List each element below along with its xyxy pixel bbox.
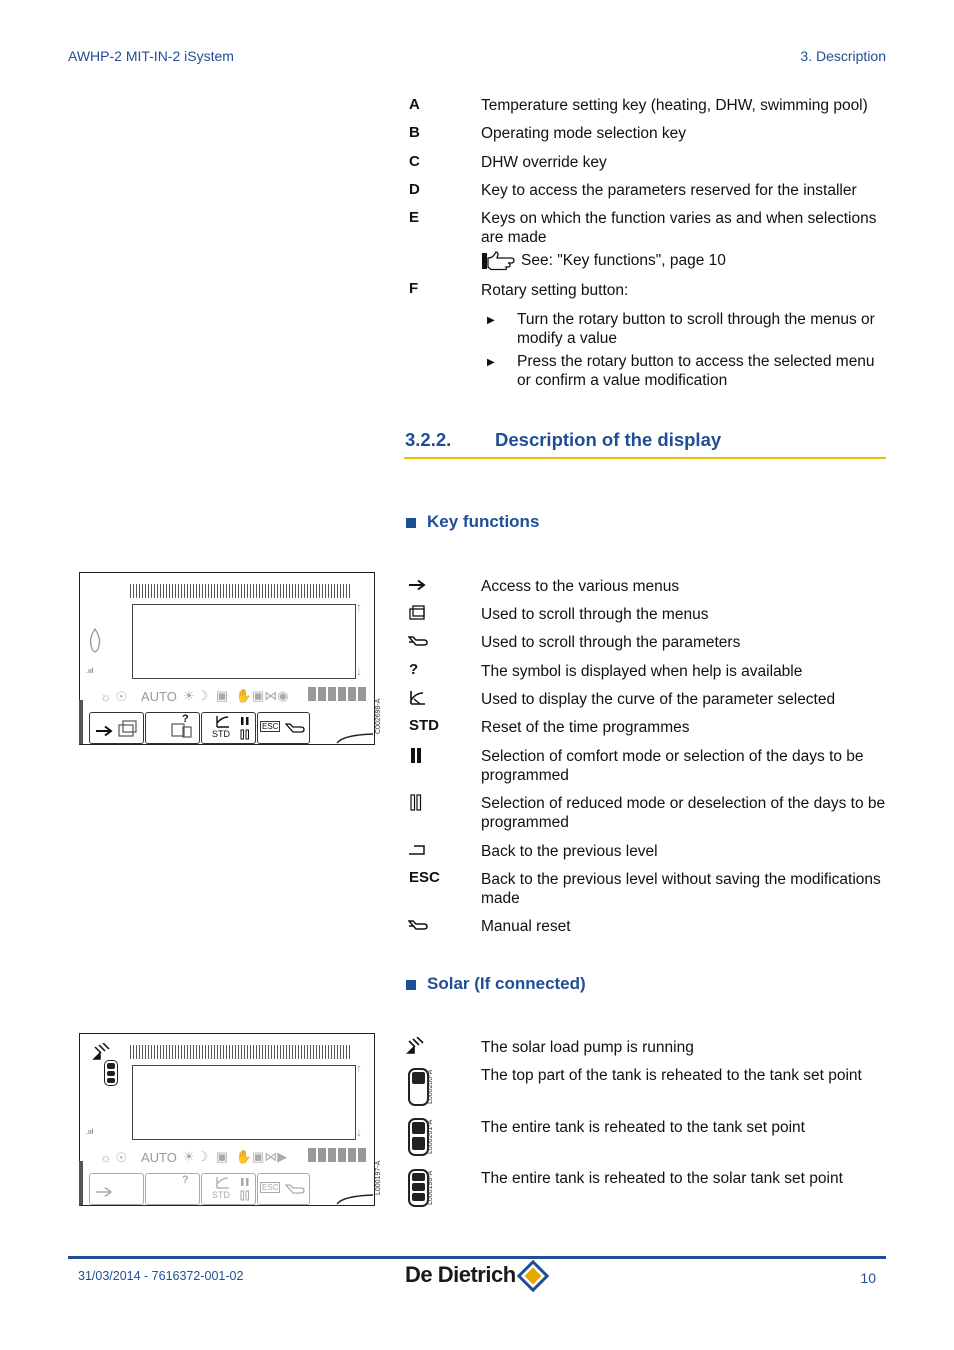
flame-icon bbox=[88, 628, 102, 654]
key-label-a: A bbox=[409, 96, 420, 113]
solar-pump-icon bbox=[92, 1043, 114, 1061]
tank-solar-code: L000198-A bbox=[427, 1170, 434, 1205]
lcd-screen bbox=[132, 604, 356, 679]
pump-symbols-icon: ▣⋈◉ bbox=[252, 688, 289, 703]
solar-text-1: The solar load pump is running bbox=[481, 1039, 694, 1056]
manual-reset-icon bbox=[408, 919, 428, 931]
tank-solar-icon bbox=[408, 1169, 429, 1207]
esc-key-label: ESC bbox=[262, 1183, 279, 1192]
key-label-e: E bbox=[409, 209, 420, 226]
parameter-scroll-icon bbox=[408, 635, 428, 647]
kf-text-10: Back to the previous level without saving the modifications made bbox=[481, 871, 881, 907]
info-book-icon bbox=[170, 721, 194, 739]
esc-parameter-key[interactable] bbox=[257, 712, 310, 744]
parameter-scroll-icon bbox=[285, 1183, 307, 1196]
digits-display bbox=[308, 687, 368, 701]
kf-text-11: Manual reset bbox=[481, 918, 571, 935]
esc-label: ESC bbox=[409, 869, 440, 886]
header-doc-title: AWHP-2 MIT-IN-2 iSystem bbox=[68, 48, 234, 64]
esc-parameter-key[interactable] bbox=[257, 1173, 310, 1205]
bullet-marker-1: ▶ bbox=[487, 315, 495, 326]
rotary-button-outline[interactable] bbox=[335, 731, 375, 745]
panel-edge bbox=[79, 700, 83, 744]
signal-icon: .ııl bbox=[86, 668, 94, 675]
key-text-e: Keys on which the function varies as and when selections are made bbox=[481, 210, 877, 246]
esc-key-label: ESC bbox=[262, 722, 279, 731]
kf-text-9: Back to the previous level bbox=[481, 843, 658, 860]
see-reference[interactable]: See: "Key functions", page 10 bbox=[521, 252, 726, 269]
auto-label: AUTO bbox=[141, 1150, 177, 1165]
rotary-button-outline[interactable] bbox=[335, 1192, 375, 1206]
key-text-d: Key to access the parameters reserved for the installer bbox=[481, 182, 857, 199]
hour-ruler bbox=[130, 584, 352, 598]
curve-icon bbox=[214, 715, 232, 729]
kf-text-4: The symbol is displayed when help is available bbox=[481, 663, 803, 680]
menu-scroll-icon bbox=[408, 605, 428, 621]
help-key[interactable] bbox=[145, 712, 200, 744]
display1-code: C002698-A bbox=[375, 698, 382, 734]
bullet-marker-2: ▶ bbox=[487, 357, 495, 368]
solar-pump-icon bbox=[406, 1037, 428, 1057]
std-label: STD bbox=[409, 717, 439, 734]
key-text-c: DHW override key bbox=[481, 154, 607, 171]
bullet-text-1: Turn the rotary button to scroll through the menus or modify a value bbox=[517, 311, 875, 347]
section-title: Description of the display bbox=[495, 429, 722, 450]
curve-icon bbox=[408, 690, 428, 706]
key-functions-title: Key functions bbox=[427, 512, 540, 531]
tank-top-icon bbox=[408, 1068, 429, 1106]
std-key-label: STD bbox=[212, 729, 230, 739]
curve-icon bbox=[214, 1176, 232, 1190]
curve-std-key[interactable] bbox=[201, 712, 256, 744]
signal-icon: .ııl bbox=[86, 1129, 94, 1136]
key-text-f: Rotary setting button: bbox=[481, 282, 629, 299]
comfort-reduced-icon bbox=[240, 1178, 252, 1202]
status-symbols-icon: ☼ ☉ bbox=[100, 689, 128, 704]
kf-text-3: Used to scroll through the parameters bbox=[481, 634, 741, 651]
pump-symbols-icon: ▣⋈▶ bbox=[252, 1149, 288, 1164]
header-chapter: 3. Description bbox=[800, 48, 886, 64]
square-bullet-icon bbox=[406, 518, 416, 528]
reduced-bars-icon bbox=[410, 794, 424, 812]
parameter-scroll-icon bbox=[285, 722, 307, 735]
pointing-hand-icon bbox=[481, 251, 519, 271]
comfort-bars-icon bbox=[410, 747, 424, 765]
scroll-down-icon: ↓ bbox=[356, 1125, 362, 1139]
page-number: 10 bbox=[860, 1270, 876, 1286]
std-key-label: STD bbox=[212, 1190, 230, 1200]
status-symbols-icon: ☼ ☉ bbox=[100, 1150, 128, 1165]
tank-full-code: L000201-A bbox=[427, 1119, 434, 1154]
section-number: 3.2.2. bbox=[405, 429, 452, 450]
hour-ruler bbox=[130, 1045, 352, 1059]
solar-title: Solar (If connected) bbox=[427, 974, 586, 993]
brand-logo-text: De Dietrich bbox=[405, 1262, 516, 1287]
scroll-up-icon: ↑ bbox=[356, 600, 362, 614]
key-text-b: Operating mode selection key bbox=[481, 125, 687, 142]
scroll-up-icon: ↑ bbox=[356, 1061, 362, 1075]
footer-date-ref: 31/03/2014 - 7616372-001-02 bbox=[78, 1269, 244, 1283]
square-bullet-icon bbox=[406, 980, 416, 990]
kf-text-8: Selection of reduced mode or deselection of the days to be programmed bbox=[481, 795, 886, 831]
tank-full-icon bbox=[408, 1118, 429, 1156]
display2-code: L000197-A bbox=[375, 1160, 382, 1195]
auto-label: AUTO bbox=[141, 689, 177, 704]
comfort-reduced-icon bbox=[240, 717, 252, 741]
curve-std-key[interactable] bbox=[201, 1173, 256, 1205]
solar-text-2: The top part of the tank is reheated to the tank set point bbox=[481, 1067, 862, 1084]
arrow-right-icon bbox=[95, 725, 117, 737]
bullet-text-2: Press the rotary button to access the selected menu or confirm a value modification bbox=[517, 353, 875, 389]
lcd-screen bbox=[132, 1065, 356, 1140]
panel-edge bbox=[79, 1161, 83, 1205]
brand-diamond-logo bbox=[516, 1259, 550, 1293]
help-icon: ? bbox=[409, 661, 419, 678]
key-text-a: Temperature setting key (heating, DHW, swimming pool) bbox=[481, 97, 868, 114]
kf-text-1: Access to the various menus bbox=[481, 578, 680, 595]
menu-key[interactable] bbox=[89, 712, 144, 744]
arrow-right-icon bbox=[408, 579, 428, 591]
mode-symbols-icon: ☀☽ ▣ ✋ bbox=[183, 1149, 255, 1164]
section-underline bbox=[404, 457, 886, 459]
help-key[interactable] bbox=[145, 1173, 200, 1205]
menu-key[interactable] bbox=[89, 1173, 144, 1205]
key-label-d: D bbox=[409, 181, 420, 198]
tank-status-icon bbox=[104, 1060, 118, 1086]
kf-text-6: Reset of the time programmes bbox=[481, 719, 690, 736]
footer-rule bbox=[68, 1256, 886, 1259]
digits-display bbox=[308, 1148, 368, 1162]
scroll-down-icon: ↓ bbox=[356, 664, 362, 678]
help-label: ? bbox=[182, 1174, 189, 1186]
help-label: ? bbox=[182, 713, 189, 725]
key-label-f: F bbox=[409, 280, 419, 297]
kf-text-2: Used to scroll through the menus bbox=[481, 606, 709, 623]
solar-text-4: The entire tank is reheated to the solar tank set point bbox=[481, 1170, 843, 1187]
key-label-c: C bbox=[409, 153, 420, 170]
tank-top-code: L000200-A bbox=[427, 1069, 434, 1104]
arrow-right-icon bbox=[95, 1186, 117, 1198]
return-icon bbox=[408, 844, 428, 856]
key-label-b: B bbox=[409, 124, 420, 141]
menu-scroll-icon bbox=[117, 720, 139, 738]
mode-symbols-icon: ☀☽ ▣ ✋ bbox=[183, 688, 255, 703]
solar-text-3: The entire tank is reheated to the tank set point bbox=[481, 1119, 805, 1136]
kf-text-7: Selection of comfort mode or selection of the days to be programmed bbox=[481, 748, 864, 784]
kf-text-5: Used to display the curve of the parameter selected bbox=[481, 691, 836, 708]
